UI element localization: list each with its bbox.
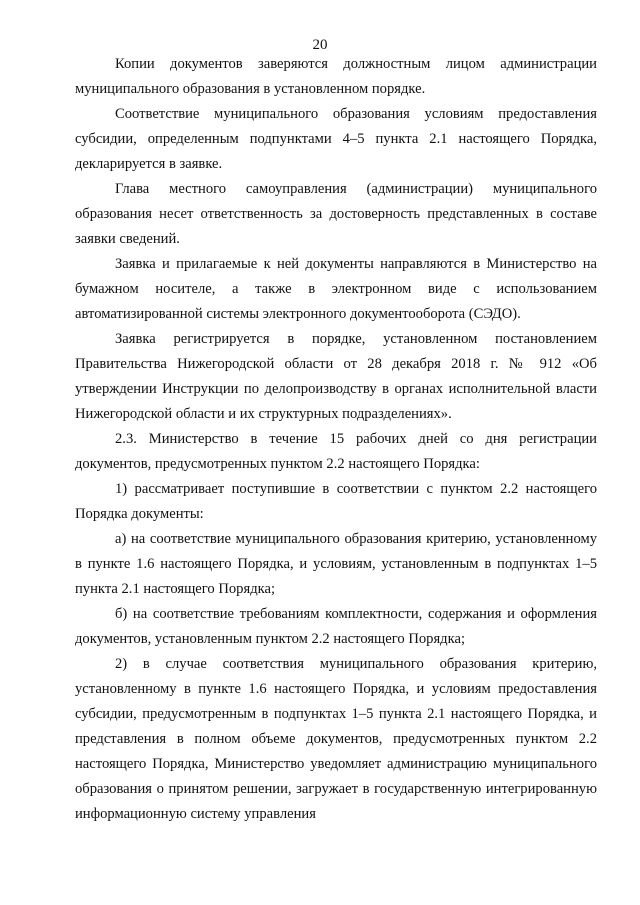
paragraph-item-1b: б) на соответствие требованиям комплектности, содержания и оформления документов, установленным пунктом 2.2 настоящего Порядка; (75, 606, 597, 647)
paragraph-item-1: 1) рассматривает поступившие в соответствии с пунктом 2.2 настоящего Порядка документы: (75, 481, 597, 522)
paragraph-2-3: 2.3. Министерство в течение 15 рабочих дней со дня регистрации документов, предусмотренных пунктом 2.2 настоящего Порядка: (75, 431, 597, 472)
paragraph-item-1a: а) на соответствие муниципального образования критерию, установленному в пункте 1.6 настоящего Порядка, и условиям, установленным в подпунктах 1–5 пункта 2.1 настоящего Порядка; (75, 531, 597, 597)
paragraph-head-responsibility: Глава местного самоуправления (администрации) муниципального образования несет ответственность за достоверность представленных в составе заявки сведений. (75, 181, 597, 247)
paragraph-registration: Заявка регистрируется в порядке, установленном постановлением Правительства Нижегородской области от 28 декабря 2018 г. № 912 «Об утверждении Инструкции по делопроизводству в органах исполнительной власти Нижегородской области и их структурных подразделениях». (75, 331, 597, 422)
paragraph-conditions-declared: Соответствие муниципального образования условиям предоставления субсидии, определенным подпунктами 4–5 пункта 2.1 настоящего Порядка, декларируется в заявке. (75, 106, 597, 172)
paragraph-submission: Заявка и прилагаемые к ней документы направляются в Министерство на бумажном носителе, а также в электронном виде с использованием автоматизированной системы электронного документооборота (СЭДО). (75, 256, 597, 322)
paragraph-item-2: 2) в случае соответствия муниципального образования критерию, установленному в пункте 1.6 настоящего Порядка, и условиям предоставления субсидии, предусмотренным в подпунктах 1–5 пункта 2.1 настоящего Порядка, и представления в полном объеме документов, предусмотренных пунктом 2.2 настоящего Порядка, Министерство уведомляет администрацию муниципального образования о принятом решении, загружает в государственную интегрированную информационную систему управления (75, 656, 597, 822)
page-number: 20 (312, 37, 328, 53)
paragraph-certification: Копии документов заверяются должностным лицом администрации муниципального образования в установленном порядке. (75, 56, 597, 97)
document-body (75, 52, 597, 827)
